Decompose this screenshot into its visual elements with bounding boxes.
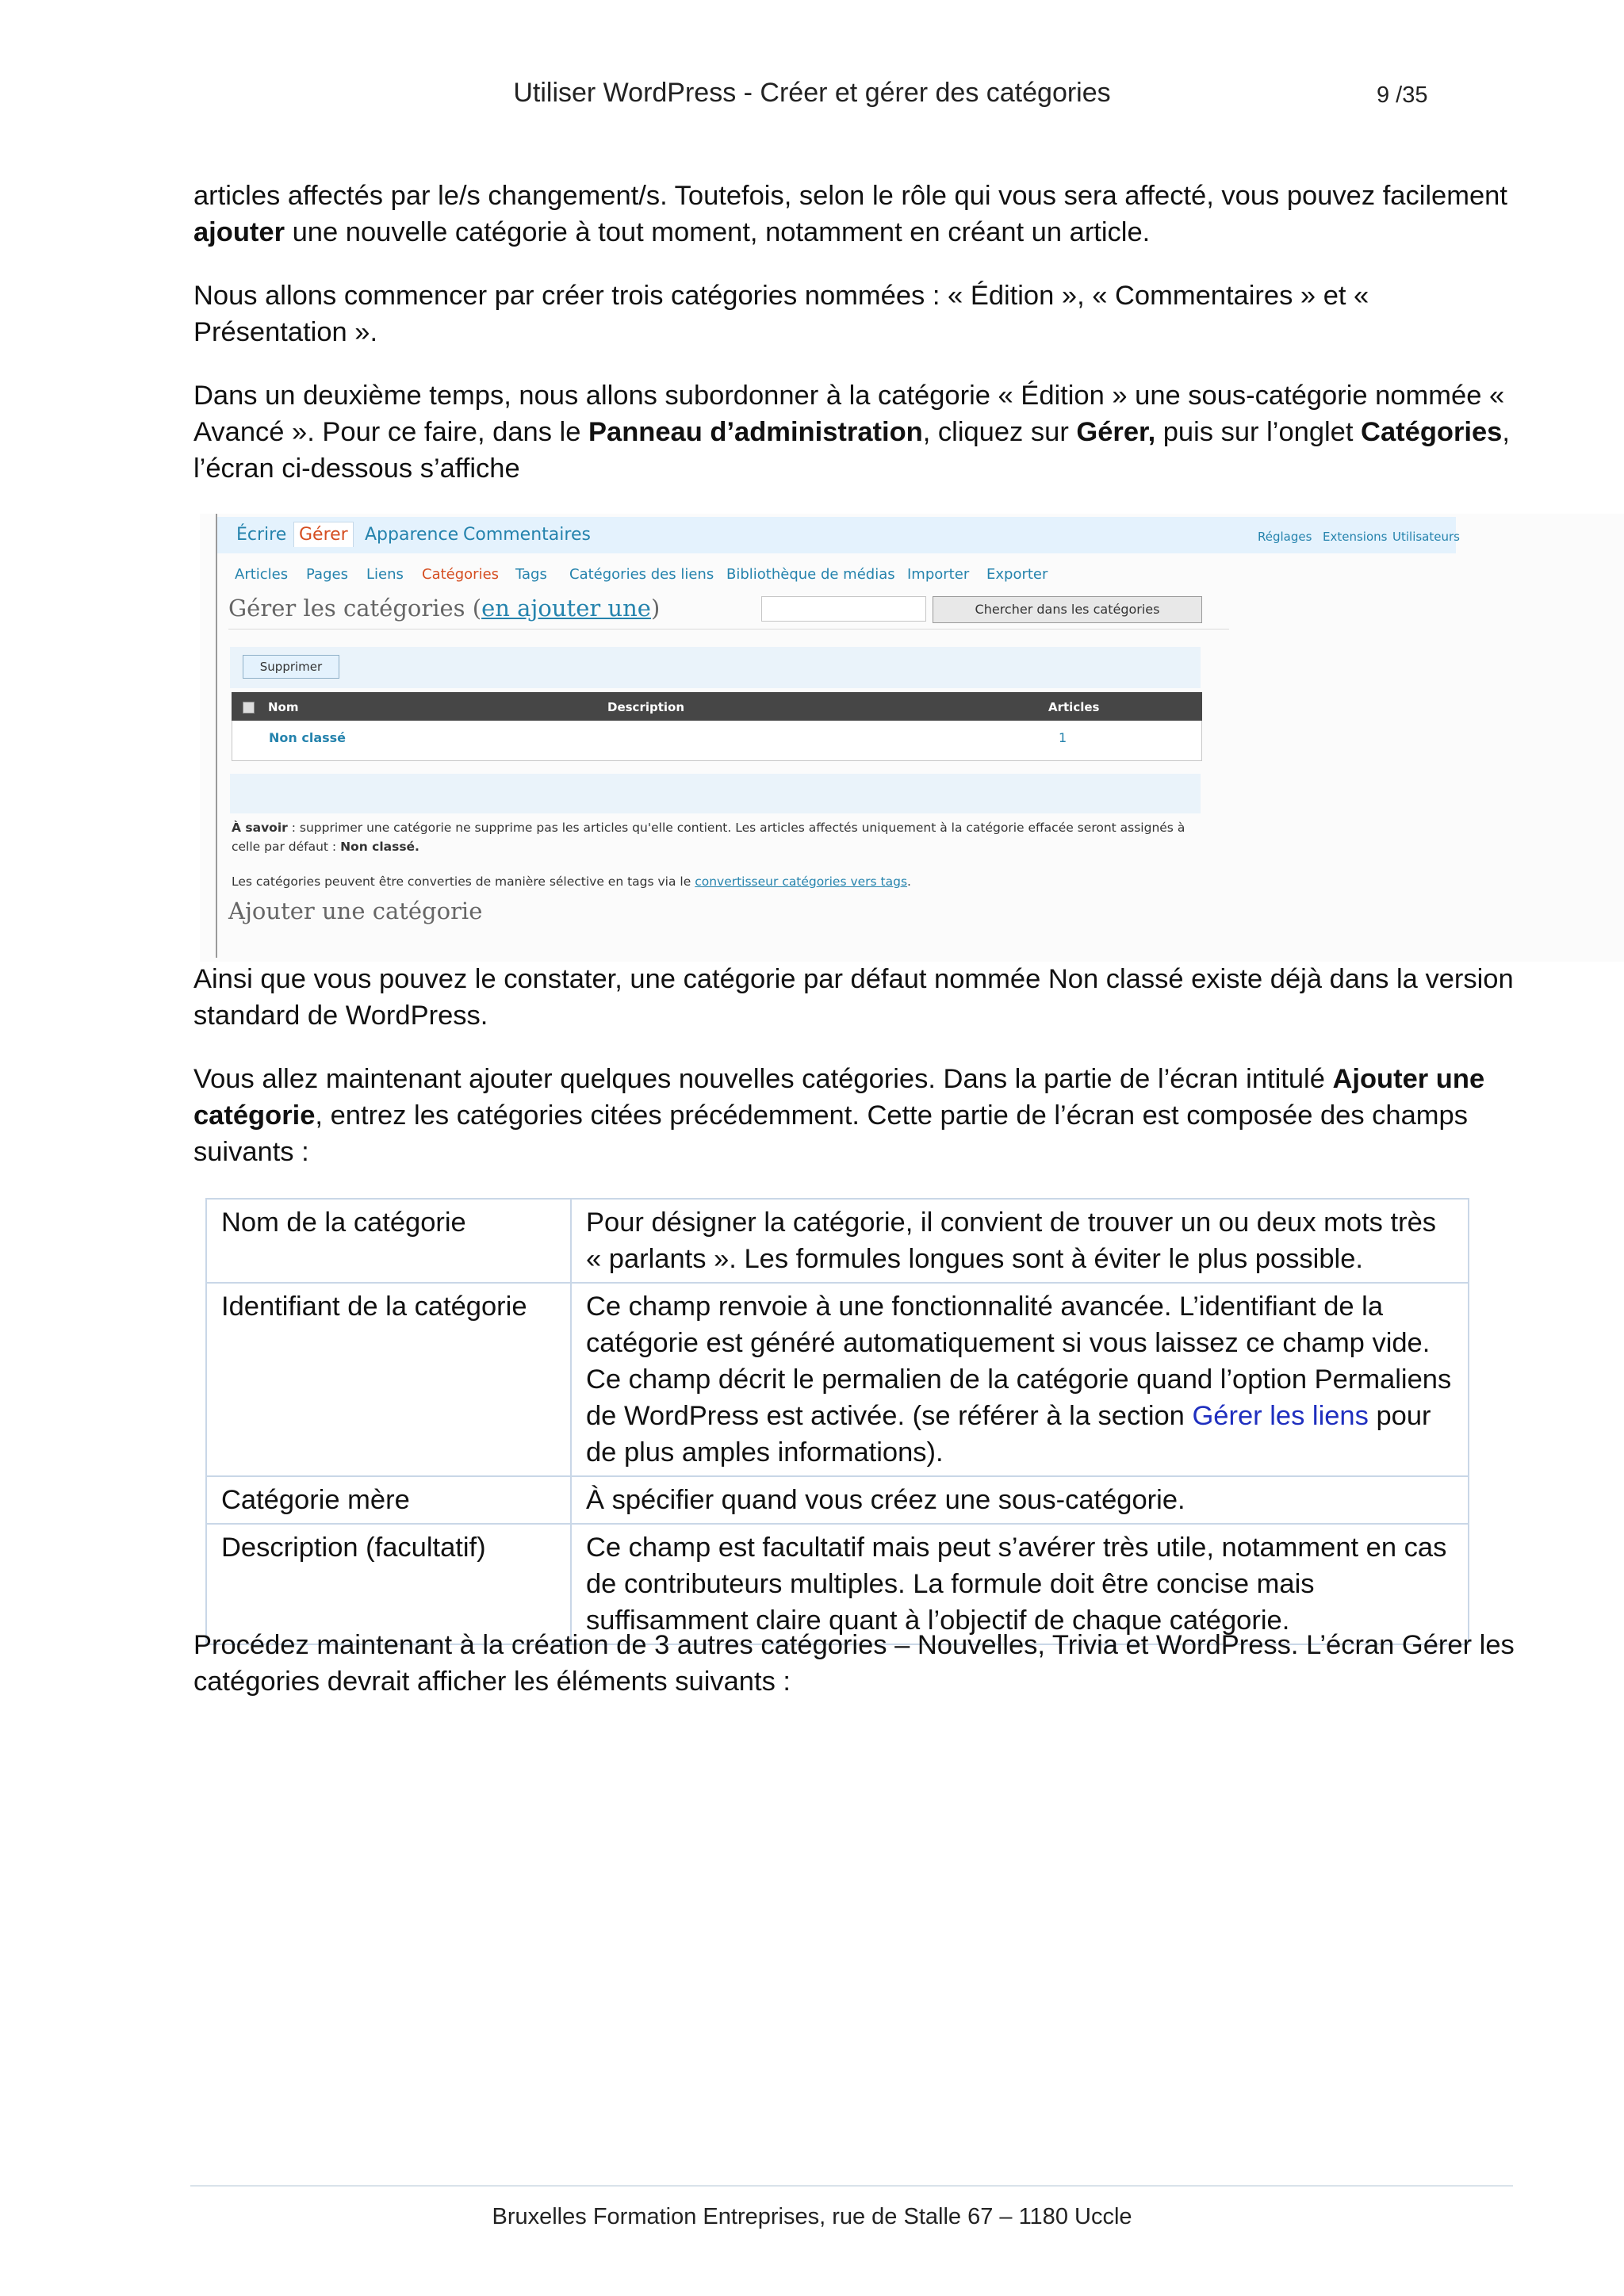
article-count-link[interactable]: 1 (1059, 730, 1067, 745)
field-description: Pour désigner la catégorie, il convient de trouver un ou deux mots très « parlants ». Les formules longues sont à éviter le plus possible. (571, 1199, 1469, 1283)
main-menu (217, 517, 1460, 553)
table-row (206, 1199, 1469, 1283)
subtab-bibliotheque[interactable]: Bibliothèque de médias (726, 566, 895, 583)
action-bar (230, 647, 1201, 688)
search-categories-button[interactable]: Chercher dans les catégories (933, 596, 1202, 623)
manage-categories-title: Gérer les catégories (en ajouter une) (228, 595, 661, 622)
deletion-note: À savoir : supprimer une catégorie ne supprime pas les articles qu'elle contient. Les articles affectés uniquement à la catégorie effacée seront assignés à celle par défaut : Non classé. (232, 821, 1185, 854)
column-description: Description (607, 700, 685, 714)
table-header (232, 692, 1202, 721)
field-description: Ce champ renvoie à une fonctionnalité avancée. L’identifiant de la catégorie est généré automatiquement si vous laissez ce champ vide. Ce champ décrit le permalien de la catégorie quand l’option Permaliens de WordPress est activée. (se référer à la section Gérer les liens pour de plus amples informations). (571, 1283, 1469, 1476)
link-reglages[interactable]: Réglages (1258, 530, 1312, 544)
page-number: 9 /35 (1377, 82, 1428, 108)
middle-text (193, 961, 1516, 1197)
table-row (206, 1476, 1469, 1524)
field-label: Catégorie mère (206, 1476, 571, 1524)
add-category-title: Ajouter une catégorie (228, 897, 483, 924)
table-row (206, 1283, 1469, 1476)
converter-note: Les catégories peuvent être converties de manière sélective en tags via le convertisseur catégories vers tags. (232, 874, 911, 889)
link-extensions[interactable]: Extensions (1323, 530, 1388, 544)
tab-gerer[interactable]: Gérer (293, 522, 354, 547)
fields-table (205, 1198, 1469, 1645)
manage-links-link[interactable]: Gérer les liens (1192, 1401, 1369, 1431)
converter-link[interactable]: convertisseur catégories vers tags (695, 874, 908, 889)
tab-apparence[interactable]: Apparence (365, 525, 459, 545)
field-label: Description (facultatif) (206, 1524, 571, 1644)
subtab-liens[interactable]: Liens (366, 566, 404, 583)
page-header (0, 78, 1624, 117)
screenshot-border (216, 514, 217, 958)
field-label: Nom de la catégorie (206, 1199, 571, 1283)
subtab-importer[interactable]: Importer (907, 566, 970, 583)
subtab-pages[interactable]: Pages (306, 566, 348, 583)
closing-text (193, 1627, 1516, 1727)
link-utilisateurs[interactable]: Utilisateurs (1392, 530, 1460, 544)
category-name-link[interactable]: Non classé (269, 730, 347, 745)
paragraph-3: Dans un deuxième temps, nous allons subordonner à la catégorie « Édition » une sous-catégorie nommée « Avancé ». Pour ce faire, dans le Panneau d’administration, cliquez sur Gérer, puis sur l’onglet Catégories, l’écran ci-dessous s’affiche (193, 381, 1510, 484)
subtab-articles[interactable]: Articles (235, 566, 289, 583)
paragraph-4: Ainsi que vous pouvez le constater, une catégorie par défaut nommée Non classé existe déjà dans la version standard de WordPress. (193, 964, 1514, 1031)
footer-divider (190, 2185, 1513, 2187)
paragraph-1: articles affectés par le/s changement/s. Toutefois, selon le rôle qui vous sera affecté, vous pouvez facilement ajouter une nouvelle catégorie à tout moment, notamment en créant un article. (193, 181, 1507, 247)
field-description: Ce champ est facultatif mais peut s’avérer très utile, notamment en cas de contributeurs multiples. La formule doit être concise mais suffisamment claire quant à l’objectif de chaque catégorie. (571, 1524, 1469, 1644)
column-articles: Articles (1048, 700, 1100, 714)
subtab-tags[interactable]: Tags (515, 566, 547, 583)
search-input[interactable] (761, 596, 926, 622)
intro-text (193, 178, 1516, 514)
bottom-action-bar (230, 774, 1201, 813)
subtab-categories-liens[interactable]: Catégories des liens (569, 566, 714, 583)
add-category-link[interactable]: en ajouter une (481, 595, 651, 622)
tab-commentaires[interactable]: Commentaires (463, 525, 591, 545)
tab-ecrire[interactable]: Écrire (236, 525, 287, 545)
document-title: Utiliser WordPress - Créer et gérer des catégories (513, 78, 1111, 108)
delete-button[interactable]: Supprimer (243, 655, 339, 679)
subtab-categories[interactable]: Catégories (422, 566, 500, 583)
subtab-exporter[interactable]: Exporter (986, 566, 1048, 583)
field-description: À spécifier quand vous créez une sous-catégorie. (571, 1476, 1469, 1524)
table-row (232, 721, 1202, 761)
paragraph-2: Nous allons commencer par créer trois catégories nommées : « Édition », « Commentaires » et « Présentation ». (193, 281, 1369, 347)
column-nom: Nom (268, 700, 299, 714)
paragraph-6: Procédez maintenant à la création de 3 autres catégories – Nouvelles, Trivia et WordPress. L’écran Gérer les catégories devrait afficher les éléments suivants : (193, 1630, 1515, 1697)
select-all-checkbox[interactable] (243, 702, 255, 714)
paragraph-5: Vous allez maintenant ajouter quelques nouvelles catégories. Dans la partie de l’écran intitulé Ajouter une catégorie, entrez les catégories citées précédemment. Cette partie de l’écran est composée des champs suivants : (193, 1064, 1485, 1167)
field-label: Identifiant de la catégorie (206, 1283, 571, 1476)
page-footer: Bruxelles Formation Entreprises, rue de Stalle 67 – 1180 Uccle (492, 2204, 1132, 2229)
wordpress-screenshot (200, 514, 1624, 962)
